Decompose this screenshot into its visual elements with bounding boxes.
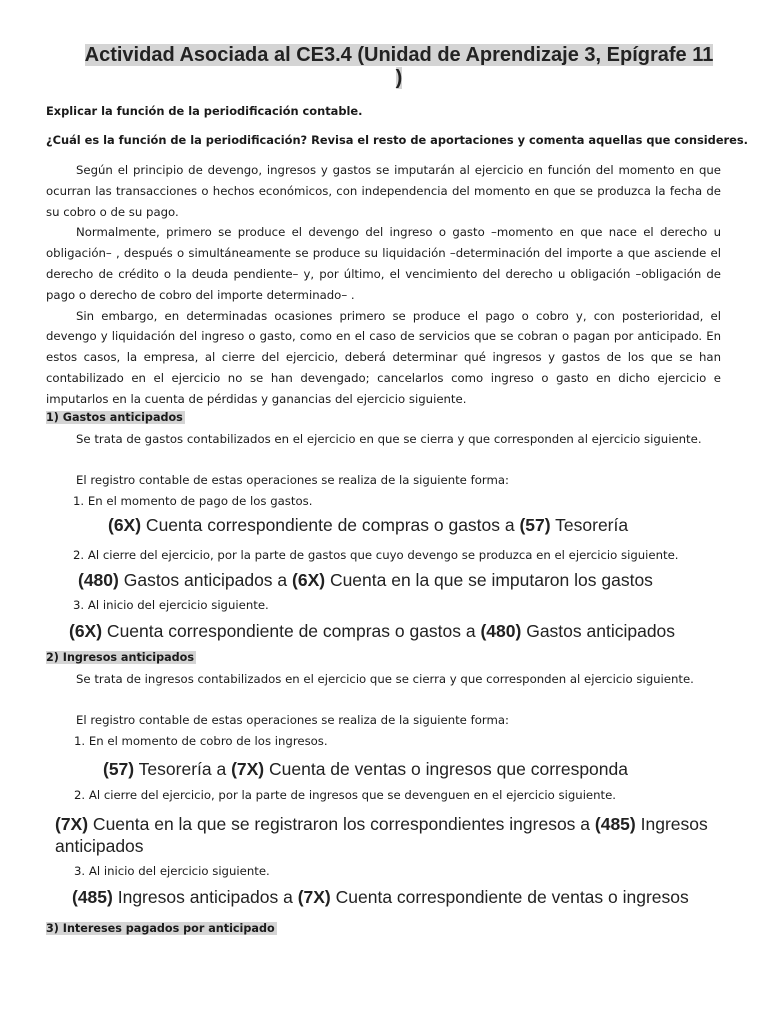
step-text: 2. Al cierre del ejercicio, por la parte de gastos que cuyo devengo se produzca en el ejercicio siguiente. — [73, 548, 679, 562]
section-heading-intereses: 3) Intereses pagados por anticipado — [46, 922, 275, 935]
section-heading-gastos: 1) Gastos anticipados — [46, 411, 183, 424]
step-text: 3. Al inicio del ejercicio siguiente. — [74, 864, 270, 878]
registro-text: El registro contable de estas operaciones se realiza de la siguiente forma: — [76, 473, 509, 487]
step-text: 2. Al cierre del ejercicio, por la parte de ingresos que se devenguen en el ejercicio siguiente. — [74, 788, 617, 802]
paragraph: Se trata de ingresos contabilizados en el ejercicio que se cierra y que corresponden al ejercicio siguiente. — [76, 672, 694, 686]
accounting-entry: (485) Ingresos anticipados a (7X) Cuenta correspondiente de ventas o ingresos — [72, 887, 689, 907]
paragraph: Sin embargo, en determinadas ocasiones primero se produce el pago o cobro y, con posterioridad, el devengo y liquidación del ingreso o gasto, como en el caso de servicios que se cobran o pagan por anticipado. En estos casos, la empresa, al cierre del ejercicio, deberá determinar qué ingresos y gastos de los que se han contabilizado en el ejercicio no se han devengado; cancelarlos como ingreso o gasto en dicho ejercicio e imputarlos en la cuenta de pérdidas y ganancias del ejercicio siguiente. — [46, 308, 721, 406]
step-text: 1. En el momento de cobro de los ingresos. — [74, 734, 328, 748]
accounting-entry: (7X) Cuenta en la que se registraron los correspondientes ingresos a (485) Ingresos anticipados — [55, 814, 708, 856]
paragraph: Según el principio de devengo, ingresos y gastos se imputarán al ejercicio en función del momento en que ocurran las transacciones o hechos económicos, con independencia del momento en que se produzca la fecha de su cobro o de su pago. — [46, 163, 721, 219]
paragraph: Normalmente, primero se produce el devengo del ingreso o gasto –momento en que nace el derecho u obligación– , después o simultáneamente se produce su liquidación –determinación del importe a que asciende el derecho de crédito o la deuda pendiente– y, por último, el vencimiento del derecho u obligación –obligación de pago o derecho de cobro del importe determinado– . — [46, 225, 721, 302]
prompt-question: ¿Cuál es la función de la periodificación? Revisa el resto de aportaciones y comenta aquellas que consideres. — [46, 133, 748, 147]
section-heading-ingresos: 2) Ingresos anticipados — [46, 651, 195, 664]
section-intro — [46, 429, 721, 450]
section-intro — [46, 669, 721, 690]
page-title-text: Actividad Asociada al CE3.4 (Unidad de Aprendizaje 3, Epígrafe 11 ) — [84, 44, 714, 89]
registro-text: El registro contable de estas operaciones se realiza de la siguiente forma: — [76, 713, 509, 727]
prompt-explicar: Explicar la función de la periodificación contable. — [46, 104, 363, 118]
step-text: 3. Al inicio del ejercicio siguiente. — [73, 598, 269, 612]
intro-paragraphs — [46, 160, 721, 410]
paragraph: Se trata de gastos contabilizados en el ejercicio en que se cierra y que corresponden al ejercicio siguiente. — [76, 432, 702, 446]
accounting-entry: (6X) Cuenta correspondiente de compras o gastos a (57) Tesorería — [108, 515, 629, 535]
accounting-entry: (6X) Cuenta correspondiente de compras o gastos a (480) Gastos anticipados — [69, 621, 676, 641]
step-text: 1. En el momento de pago de los gastos. — [73, 494, 313, 508]
accounting-entry: (480) Gastos anticipados a (6X) Cuenta en la que se imputaron los gastos — [78, 570, 653, 590]
accounting-entry: (57) Tesorería a (7X) Cuenta de ventas o ingresos que corresponda — [103, 759, 628, 779]
page-title — [84, 44, 714, 90]
